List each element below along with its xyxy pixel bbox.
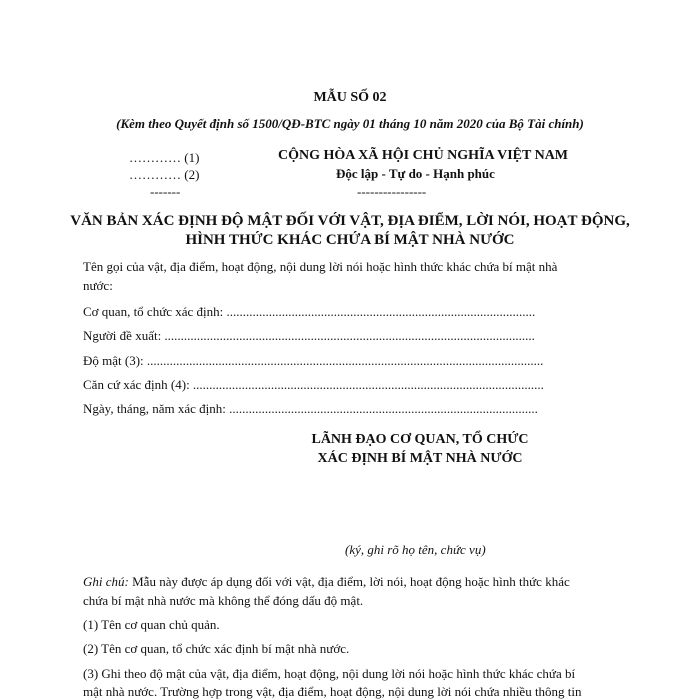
signature-title-line-2: XÁC ĐỊNH BÍ MẬT NHÀ NƯỚC [317, 451, 523, 466]
document-title-line-1: VĂN BẢN XÁC ĐỊNH ĐỘ MẬT ĐỐI VỚI VẬT, ĐỊA ĐIỂM, LỜI NÓI, HOẠT ĐỘNG, [70, 213, 630, 229]
form-number: MẪU SỐ 02 [313, 90, 387, 105]
date-field: Ngày, tháng, năm xác định: ............................................................................................... [83, 401, 538, 416]
name-field-line-1: Tên gọi của vật, địa điểm, hoạt động, nội dung lời nói hoặc hình thức khác chứa bí mật nhà [83, 259, 558, 274]
proposer-field: Người đề xuất: .................................................................................................................. [83, 328, 535, 343]
left-line-1: ………… (1) [129, 150, 200, 165]
country-name: CỘNG HÒA XÃ HỘI CHỦ NGHĨA VIỆT NAM [278, 148, 569, 163]
left-separator: ------- [150, 184, 181, 199]
notes-intro-line-2: chứa bí mật nhà nước mà không thể đóng dấu độ mật. [83, 593, 364, 608]
note-3-line-2: mật nhà nước. Trường hợp trong vật, địa điểm, hoạt động, nội dung lời nói chứa nhiều thông tin [83, 684, 582, 699]
signature-note: (ký, ghi rõ họ tên, chức vụ) [345, 542, 486, 557]
note-1: (1) Tên cơ quan chủ quản. [83, 617, 220, 632]
signature-title-line-1: LÃNH ĐẠO CƠ QUAN, TỔ CHỨC [311, 432, 529, 447]
motto: Độc lập - Tự do - Hạnh phúc [336, 166, 495, 181]
notes-intro-text: Mẫu này được áp dụng đối với vật, địa điểm, lời nói, hoạt động hoặc hình thức khác [128, 574, 570, 589]
attachment-note: (Kèm theo Quyết định số 1500/QĐ-BTC ngày 01 tháng 10 năm 2020 của Bộ Tài chính) [116, 116, 584, 131]
right-separator: ---------------- [357, 184, 427, 199]
note-3-line-1: (3) Ghi theo độ mật của vật, địa điểm, hoạt động, nội dung lời nói hoặc hình thức khác chứa bí [83, 666, 576, 681]
left-line-2: ………… (2) [129, 167, 200, 182]
basis-field: Căn cứ xác định (4): ............................................................................................................ [83, 377, 544, 392]
document-title-line-2: HÌNH THỨC KHÁC CHỨA BÍ MẬT NHÀ NƯỚC [185, 232, 515, 248]
agency-field: Cơ quan, tổ chức xác định: ............................................................................................... [83, 304, 536, 319]
note-2: (2) Tên cơ quan, tổ chức xác định bí mật nhà nước. [83, 641, 350, 656]
notes-label: Ghi chú: [83, 574, 129, 589]
notes-intro-line-1 [83, 574, 570, 590]
name-field-line-2: nước: [83, 278, 113, 293]
secrecy-field: Độ mật (3): .......................................................................................................................... [83, 353, 544, 368]
